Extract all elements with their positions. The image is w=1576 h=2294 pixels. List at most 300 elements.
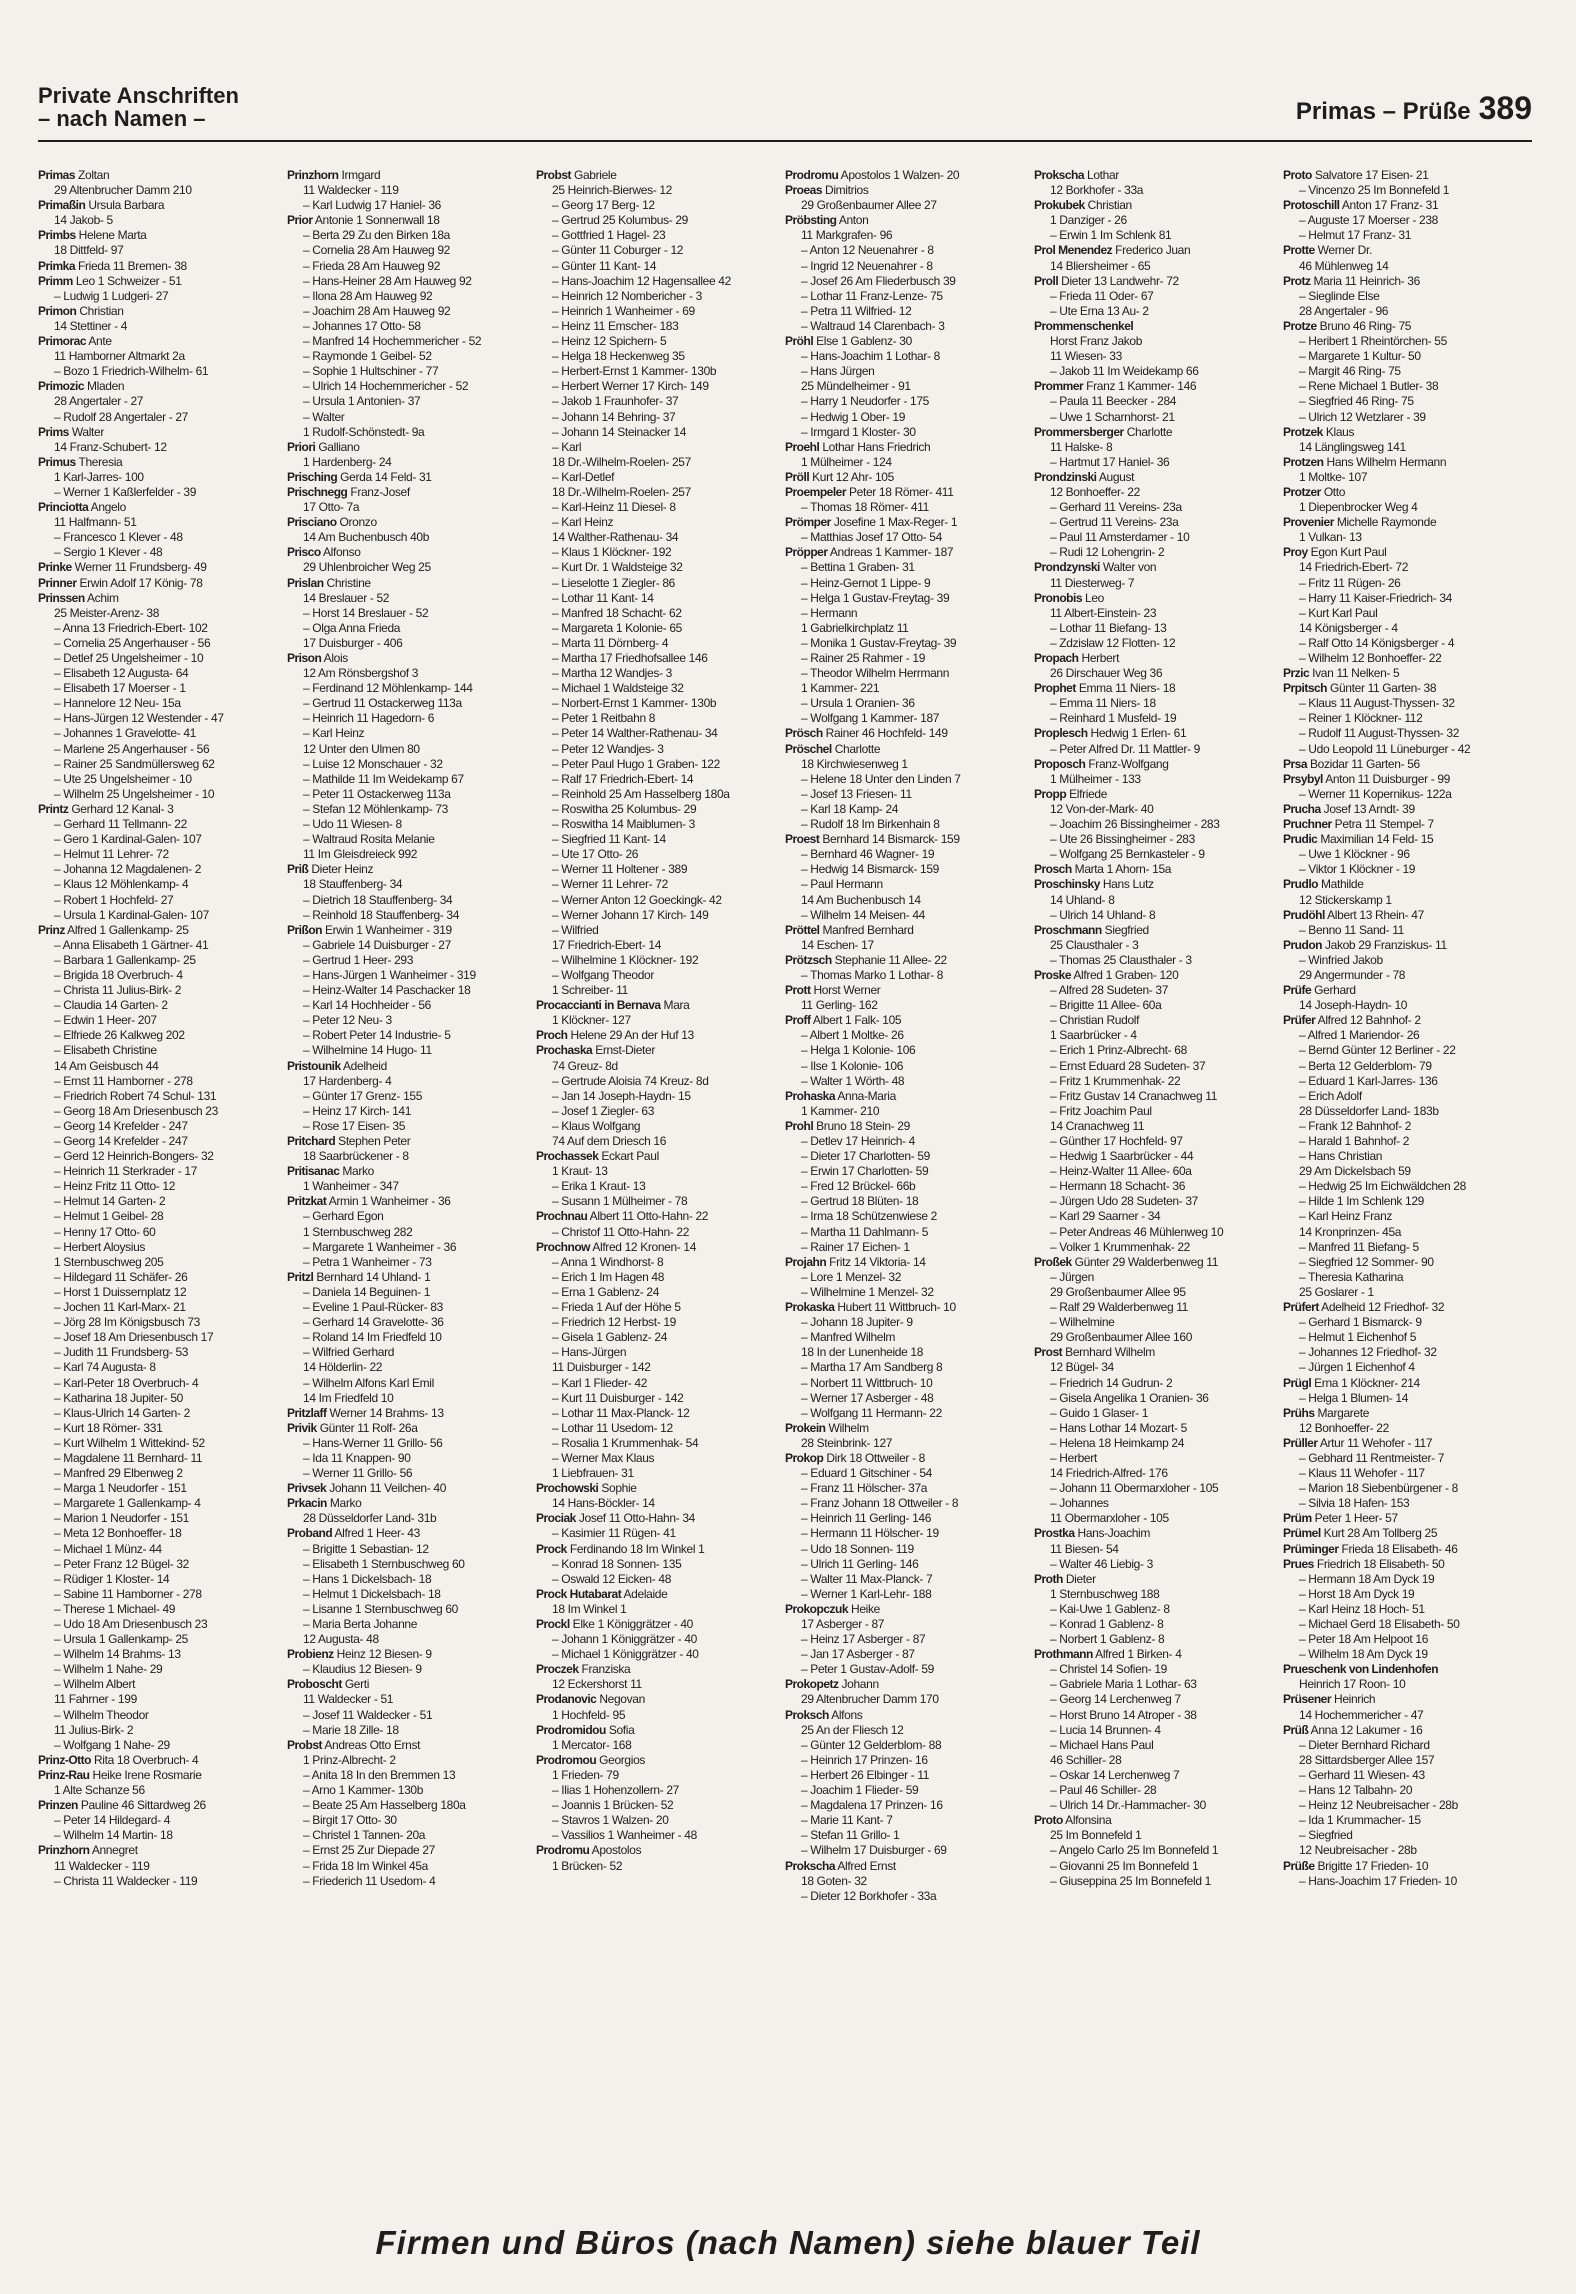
listing-entry [1034, 757, 1283, 772]
entry-details: – Anna 13 Friedrich-Ebert- 102 [54, 620, 208, 635]
entry-details: – Peter Franz 12 Bügel- 32 [54, 1556, 189, 1571]
listing-continuation [287, 1783, 536, 1798]
entry-details: – Fritz 11 Rügen- 26 [1299, 575, 1401, 590]
surname: Prinzhorn [38, 1843, 90, 1858]
surname: Projahn [785, 1254, 827, 1269]
listing-continuation [287, 530, 536, 545]
surname: Prokop [785, 1450, 824, 1465]
entry-details: Alfred 1 Birken- 4 [1095, 1647, 1182, 1662]
entry-details: – Gerd 12 Heinrich-Bongers- 32 [54, 1149, 214, 1164]
entry-details: – Joachim 26 Bissingheimer - 283 [1050, 817, 1220, 832]
listing-entry [1283, 485, 1532, 500]
listing-continuation [1283, 440, 1532, 455]
entry-details: – Gisela 1 Gablenz- 24 [552, 1330, 668, 1345]
entry-details: – Sophie 1 Hultschiner - 77 [303, 364, 439, 379]
listing-continuation [536, 1074, 785, 1089]
listing-continuation [785, 1043, 1034, 1058]
surname: Pröbsting [785, 213, 837, 228]
listing-continuation [38, 289, 287, 304]
listing-continuation [785, 1270, 1034, 1285]
listing-entry [38, 198, 287, 213]
surname: Proto [1034, 1813, 1063, 1828]
entry-details: – Edwin 1 Heer- 207 [54, 1013, 157, 1028]
entry-details: 1 Schreiber- 11 [552, 983, 628, 998]
listing-continuation [287, 198, 536, 213]
listing-continuation [38, 1647, 287, 1662]
surname: Priori [287, 439, 316, 454]
entry-details: – Daniela 14 Beguinen- 1 [303, 1284, 431, 1299]
listing-continuation [1034, 1240, 1283, 1255]
listing-continuation [785, 1360, 1034, 1375]
entry-details: – Udo Leopold 11 Lüneburger - 42 [1299, 741, 1471, 756]
listing-continuation [1034, 636, 1283, 651]
listing-entry [1034, 560, 1283, 575]
surname: Prueschenk von Lindenhofen [1283, 1662, 1439, 1677]
listing-continuation [287, 968, 536, 983]
entry-details: Bernhard Wilhelm [1065, 1345, 1155, 1360]
entry-details: – Gertrud 11 Vereins- 23a [1050, 515, 1179, 530]
entry-details: Apostolos [591, 1843, 642, 1858]
listing-entry [287, 576, 536, 591]
entry-details: – Ute Erna 13 Au- 2 [1050, 303, 1149, 318]
entry-details: Alfred 12 Bahnhof- 2 [1317, 1013, 1421, 1028]
listing-continuation [287, 802, 536, 817]
listing-continuation [536, 787, 785, 802]
entry-details: – Rudolf 11 August-Thyssen- 32 [1299, 726, 1460, 741]
entry-details: – Helmut 1 Geibel- 28 [54, 1209, 164, 1224]
listing-continuation [536, 410, 785, 425]
listing-continuation [536, 530, 785, 545]
entry-details: – Michael 1 Münz- 44 [54, 1541, 162, 1556]
entry-details: Artur 11 Wehofer - 117 [1319, 1435, 1433, 1450]
listing-continuation [287, 998, 536, 1013]
surname: Pritzlaff [287, 1405, 327, 1420]
listing-entry [536, 1587, 785, 1602]
entry-details: Achim [87, 590, 119, 605]
listing-continuation [785, 1617, 1034, 1632]
entry-details: – Vincenzo 25 Im Bonnefeld 1 [1299, 183, 1450, 198]
entry-details: Heike [851, 1601, 880, 1616]
entry-details: – Dieter Bernhard Richard [1299, 1737, 1430, 1752]
listing-entry [1034, 681, 1283, 696]
listing-continuation [38, 1013, 287, 1028]
surname: Proplesch [1034, 726, 1088, 741]
listing-entry [1283, 817, 1532, 832]
listing-continuation [1034, 1360, 1283, 1375]
entry-details: 29 Altenbrucher Damm 210 [54, 183, 192, 198]
listing-continuation [1283, 1677, 1532, 1692]
surname: Pritzl [287, 1269, 314, 1284]
listing-continuation [38, 742, 287, 757]
entry-details: Hans Lutz [1102, 877, 1154, 892]
listing-entry [785, 923, 1034, 938]
entry-details: – Barbara 1 Gallenkamp- 25 [54, 952, 196, 967]
entry-details: – Wilhelm 25 Ungelsheimer - 10 [54, 786, 215, 801]
surname: Prochaska [536, 1043, 593, 1058]
surname: Prinz-Otto [38, 1752, 91, 1767]
listing-continuation [536, 243, 785, 258]
listing-continuation [38, 1043, 287, 1058]
entry-details: – Viktor 1 Klöckner - 19 [1299, 862, 1416, 877]
entry-details: Brigitte 17 Frieden- 10 [1317, 1858, 1429, 1873]
entry-details: – Josef 11 Waldecker - 51 [303, 1707, 433, 1722]
listing-continuation [1034, 500, 1283, 515]
entry-details: 14 Uhland- 8 [1050, 892, 1115, 907]
listing-continuation [287, 1149, 536, 1164]
listing-entry [1034, 591, 1283, 606]
entry-details: 1 Saarbrücker - 4 [1050, 1028, 1137, 1043]
entry-details: – Manfred Wilhelm [801, 1330, 896, 1345]
entry-details: 1 Mülheimer - 133 [1050, 771, 1141, 786]
surname: Prinz-Rau [38, 1767, 90, 1782]
listing-continuation [287, 1013, 536, 1028]
listing-continuation [287, 1602, 536, 1617]
entry-details: – Ferdinand 12 Möhlenkamp- 144 [303, 681, 473, 696]
entry-details: Gerda 14 Feld- 31 [340, 469, 432, 484]
listing-continuation [38, 1466, 287, 1481]
listing-continuation [287, 1874, 536, 1889]
entry-details: – Frieda 28 Am Hauweg 92 [303, 258, 441, 273]
surname: Proto [1283, 168, 1312, 182]
entry-details: – Ulrich 14 Uhland- 8 [1050, 907, 1156, 922]
listing-continuation [38, 621, 287, 636]
entry-details: Johann 11 Veilchen- 40 [329, 1481, 447, 1496]
listing-continuation [38, 1119, 287, 1134]
listing-continuation [287, 621, 536, 636]
listing-continuation [38, 1089, 287, 1104]
listing-continuation [38, 1738, 287, 1753]
entry-details: – Birgit 17 Otto- 30 [303, 1813, 397, 1828]
entry-details: Adelheid [343, 1058, 387, 1073]
entry-details: – Ursula 1 Gallenkamp- 25 [54, 1632, 188, 1647]
entry-details: – Stefan 11 Grillo- 1 [801, 1828, 900, 1843]
entry-details: – Helmut 11 Lehrer- 72 [54, 847, 169, 862]
listing-continuation [1034, 893, 1283, 908]
listing-entry [38, 1798, 287, 1813]
entry-details: Marko [342, 1164, 374, 1179]
listing-continuation [1283, 1225, 1532, 1240]
entry-details: – Stavros 1 Walzen- 20 [552, 1813, 669, 1828]
entry-details: Dirk 18 Ottweiler - 8 [826, 1450, 926, 1465]
entry-details: – Wilhelm 18 Am Dyck 19 [1299, 1647, 1428, 1662]
listing-entry [287, 1406, 536, 1421]
entry-details: – Bettina 1 Graben- 31 [801, 560, 915, 575]
entry-details: – Manfred 11 Biefang- 5 [1299, 1239, 1419, 1254]
listing-continuation [38, 696, 287, 711]
entry-details: – Udo 11 Wiesen- 8 [303, 817, 402, 832]
entry-details: – Dietrich 18 Stauffenberg- 34 [303, 892, 453, 907]
listing-continuation [38, 862, 287, 877]
listing-continuation [785, 1738, 1034, 1753]
surname: Prudöhl [1283, 907, 1325, 922]
entry-details: 12 Borkhofer - 33a [1050, 183, 1144, 198]
listing-continuation [1034, 228, 1283, 243]
entry-details: Wilhelm [828, 1420, 869, 1435]
entry-details: Josefine 1 Max-Reger- 1 [833, 515, 958, 530]
listing-entry [1034, 923, 1283, 938]
entry-details: 28 Angertaler - 96 [1299, 303, 1389, 318]
entry-details: – Siegfried [1299, 1828, 1353, 1843]
entry-details: Rainer 46 Hochfeld- 149 [825, 726, 948, 741]
entry-details: – Margarete 1 Wanheimer - 36 [303, 1239, 457, 1254]
listing-continuation [1283, 1119, 1532, 1134]
listing-continuation [536, 983, 785, 998]
listing-entry [287, 1496, 536, 1511]
entry-details: – Fritz 1 Krummenhak- 22 [1050, 1073, 1181, 1088]
entry-details: Lothar Hans Friedrich [822, 439, 931, 454]
entry-details: – Hans 12 Talbahn- 20 [1299, 1783, 1413, 1798]
surname: Pröttel [785, 922, 820, 937]
listing-continuation [1034, 1692, 1283, 1707]
surname: Prokopetz [785, 1677, 839, 1692]
entry-details: 11 Diesterweg- 7 [1050, 575, 1135, 590]
entry-details: – Johanna 12 Magdalenen- 2 [54, 862, 202, 877]
entry-details: 1 Alte Schanze 56 [54, 1783, 145, 1798]
listing-continuation [1034, 1481, 1283, 1496]
entry-details: – Robert Peter 14 Industrie- 5 [303, 1028, 451, 1043]
entry-details: Maria 11 Heinrich- 36 [1313, 273, 1420, 288]
entry-details: – Volker 1 Krummenhak- 22 [1050, 1239, 1190, 1254]
entry-details: – Heinz Fritz 11 Otto- 12 [54, 1179, 176, 1194]
listing-continuation [785, 1209, 1034, 1224]
listing-continuation [785, 802, 1034, 817]
listing-entry [38, 425, 287, 440]
listing-continuation [287, 1617, 536, 1632]
surname: Primorac [38, 334, 87, 349]
surname: Primus [38, 454, 76, 469]
entry-details: – Michael 1 Waldsteige 32 [552, 681, 684, 696]
listing-continuation [287, 1255, 536, 1270]
entry-details: – Werner Anton 12 Goeckingk- 42 [552, 892, 722, 907]
listing-continuation [1283, 953, 1532, 968]
entry-details: 12 Neubreisacher - 28b [1299, 1843, 1417, 1858]
entry-details: – Gebhard 11 Rentmeister- 7 [1299, 1450, 1445, 1465]
listing-entry [287, 515, 536, 530]
listing-continuation [287, 1240, 536, 1255]
entry-details: – Peter Andreas 46 Mühlenweg 10 [1050, 1224, 1224, 1239]
entry-details: – Christel 14 Sofien- 19 [1050, 1662, 1168, 1677]
surname: Prischnegg [287, 484, 348, 499]
listing-continuation [38, 1391, 287, 1406]
entry-details: Alfons [831, 1707, 863, 1722]
entry-details: – Dieter 12 Borkhofer - 33a [801, 1888, 937, 1903]
listing-entry [1034, 168, 1283, 183]
entry-details: – Marlene 25 Angerhauser - 56 [54, 741, 210, 756]
listing-continuation [1283, 1315, 1532, 1330]
entry-details: – Gertrud 25 Kolumbus- 29 [552, 213, 688, 228]
surname: Prommenschenkel [1034, 318, 1134, 333]
listing-continuation [1034, 1451, 1283, 1466]
entry-details: – Francesco 1 Klever - 48 [54, 530, 183, 545]
listing-continuation [38, 1451, 287, 1466]
listing-continuation [1283, 183, 1532, 198]
entry-details: – Paul 11 Amsterdamer - 10 [1050, 530, 1190, 545]
listing-continuation [785, 681, 1034, 696]
listing-continuation [1034, 1753, 1283, 1768]
listing-continuation [1283, 1345, 1532, 1360]
entry-details: 29 Altenbrucher Damm 170 [801, 1692, 939, 1707]
entry-details: 11 Obermarxloher - 105 [1050, 1511, 1169, 1526]
entry-details: – Friederich 11 Usedom- 4 [303, 1873, 436, 1888]
listing-continuation [287, 259, 536, 274]
listing-continuation [785, 379, 1034, 394]
entry-details: – Wilhelmine 14 Hugo- 11 [303, 1043, 432, 1058]
surname: Prost [1034, 1345, 1063, 1360]
listing-entry [1283, 1526, 1532, 1541]
entry-details: Michelle Raymonde [1336, 515, 1437, 530]
entry-details: Stephanie 11 Allee- 22 [834, 952, 947, 967]
entry-details: – Eduard 1 Karl-Jarres- 136 [1299, 1073, 1438, 1088]
entry-details: – Norbert 11 Wittbruch- 10 [801, 1375, 933, 1390]
entry-details: Günter 11 Rolf- 26a [319, 1420, 418, 1435]
entry-details: – Alfred 1 Mariendor- 26 [1299, 1028, 1420, 1043]
surname: Pröpper [785, 545, 828, 560]
entry-details: 14 Königsberger - 4 [1299, 620, 1398, 635]
surname: Pröhl [785, 334, 814, 349]
listing-entry [785, 1602, 1034, 1617]
listing-continuation [536, 349, 785, 364]
listing-continuation [1283, 304, 1532, 319]
entry-details: – Lisanne 1 Sternbuschweg 60 [303, 1601, 458, 1616]
listing-entry [38, 802, 287, 817]
entry-details: – Kurt Dr. 1 Waldsteige 32 [552, 560, 683, 575]
surname: Proch [536, 1028, 568, 1043]
listing-continuation [536, 1104, 785, 1119]
listing-continuation [1283, 636, 1532, 651]
entry-details: Otto [1323, 484, 1346, 499]
entry-details: Dieter [1065, 1571, 1096, 1586]
listing-continuation [287, 1315, 536, 1330]
listing-entry [785, 1089, 1034, 1104]
entry-details: – Georg 14 Lerchenweg 7 [1050, 1692, 1181, 1707]
entry-details: – Christian Rudolf [1050, 1013, 1140, 1028]
listing-continuation [287, 1179, 536, 1194]
listing-entry [287, 651, 536, 666]
listing-continuation [536, 213, 785, 228]
listing-continuation [1283, 1708, 1532, 1723]
listing-entry [1034, 1255, 1283, 1270]
surname: Pronobis [1034, 590, 1083, 605]
listing-entry [38, 1843, 287, 1858]
listing-continuation [287, 1828, 536, 1843]
listing-continuation [536, 893, 785, 908]
surname: Prison [287, 651, 322, 665]
entry-details: – Peter 14 Walther-Rathenau- 34 [552, 726, 718, 741]
listing-entry [287, 1270, 536, 1285]
entry-details: – Wilhelm 14 Meisen- 44 [801, 907, 926, 922]
entry-details: Mladen [87, 379, 125, 394]
listing-continuation [38, 213, 287, 228]
entry-details: – Giuseppina 25 Im Bonnefeld 1 [1050, 1873, 1211, 1888]
entry-details: – Manfred 29 Elbenweg 2 [54, 1466, 183, 1481]
surname: Prokscha [1034, 168, 1085, 182]
entry-details: – Alfred 28 Sudeten- 37 [1050, 983, 1169, 998]
entry-details: – Peter 14 Hildegard- 4 [54, 1813, 171, 1828]
listing-continuation [1283, 1753, 1532, 1768]
listing-continuation [1283, 289, 1532, 304]
entry-details: Gerhard 12 Kanal- 3 [71, 801, 174, 816]
listing-entry [785, 545, 1034, 560]
entry-details: 28 Steinbrink- 127 [801, 1435, 893, 1450]
entry-details: 14 Franz-Schubert- 12 [54, 439, 167, 454]
entry-details: – Magdalene 11 Bernhard- 11 [54, 1450, 203, 1465]
listing-entry [1034, 470, 1283, 485]
entry-details: – Peter 1 Gustav-Adolf- 59 [801, 1662, 934, 1677]
surname: Prisching [287, 469, 338, 484]
section-subtitle: – nach Namen – [38, 106, 206, 131]
listing-entry [1283, 455, 1532, 470]
listing-continuation [1034, 1013, 1283, 1028]
listing-continuation [287, 908, 536, 923]
listing-entry [785, 1451, 1034, 1466]
listing-continuation [38, 1028, 287, 1043]
listing-continuation [785, 304, 1034, 319]
listing-continuation [536, 591, 785, 606]
listing-continuation [785, 636, 1034, 651]
entry-details: Erna 1 Klöckner- 214 [1314, 1375, 1420, 1390]
listing-continuation [287, 817, 536, 832]
listing-continuation [1034, 1225, 1283, 1240]
entry-details: 11 Wiesen- 33 [1050, 349, 1122, 364]
listing-continuation [1283, 1632, 1532, 1647]
entry-details: Werner 11 Frundsberg- 49 [74, 560, 207, 575]
entry-details: – Karl 14 Hochheider - 56 [303, 998, 431, 1013]
entry-details: – Brigitte 1 Sebastian- 12 [303, 1541, 429, 1556]
listing-continuation [785, 198, 1034, 213]
listing-continuation [287, 560, 536, 575]
listing-continuation [785, 651, 1034, 666]
listing-continuation [1283, 1572, 1532, 1587]
entry-details: 12 Von-der-Mark- 40 [1050, 801, 1154, 816]
surname: Protzek [1283, 424, 1323, 439]
listing-continuation [1034, 1708, 1283, 1723]
listing-continuation [38, 1436, 287, 1451]
entry-details: – Kai-Uwe 1 Gablenz- 8 [1050, 1601, 1170, 1616]
entry-details: – Marion 1 Neudorfer - 151 [54, 1511, 189, 1526]
listing-continuation [536, 319, 785, 334]
entry-details: Ivan 11 Nelken- 5 [1312, 666, 1400, 681]
listing-entry [536, 1542, 785, 1557]
listing-entry [785, 832, 1034, 847]
listing-continuation [287, 1466, 536, 1481]
listing-continuation [1283, 1104, 1532, 1119]
entry-details: – Heinz 12 Neubreisacher - 28b [1299, 1798, 1458, 1813]
entry-details: 25 Clausthaler - 3 [1050, 937, 1139, 952]
listing-continuation [1034, 666, 1283, 681]
listing-continuation [1034, 1406, 1283, 1421]
entry-details: – Klaus 1 Klöckner- 192 [552, 545, 672, 560]
listing-continuation [287, 455, 536, 470]
listing-entry [287, 545, 536, 560]
entry-details: 29 Uhlenbroicher Weg 25 [303, 560, 431, 575]
listing-continuation [1283, 1179, 1532, 1194]
entry-details: 25 Meister-Arenz- 38 [54, 605, 160, 620]
entry-details: – Gertrude Aloisia 74 Kreuz- 8d [552, 1073, 709, 1088]
listing-continuation [1283, 349, 1532, 364]
entry-details: Albert 13 Rhein- 47 [1327, 907, 1424, 922]
listing-entry [536, 1511, 785, 1526]
entry-details: – Klaudius 12 Biesen- 9 [303, 1662, 422, 1677]
listing-entry [287, 862, 536, 877]
surname: Proczek [536, 1662, 579, 1677]
entry-details: 14 Walther-Rathenau- 34 [552, 530, 679, 545]
listing-continuation [38, 1632, 287, 1647]
listing-continuation [785, 847, 1034, 862]
listing-column [1283, 168, 1532, 2092]
listing-entry [1034, 968, 1283, 983]
entry-details: Heike Irene Rosmarie [92, 1767, 202, 1782]
entry-details: Oronzo [339, 515, 377, 530]
